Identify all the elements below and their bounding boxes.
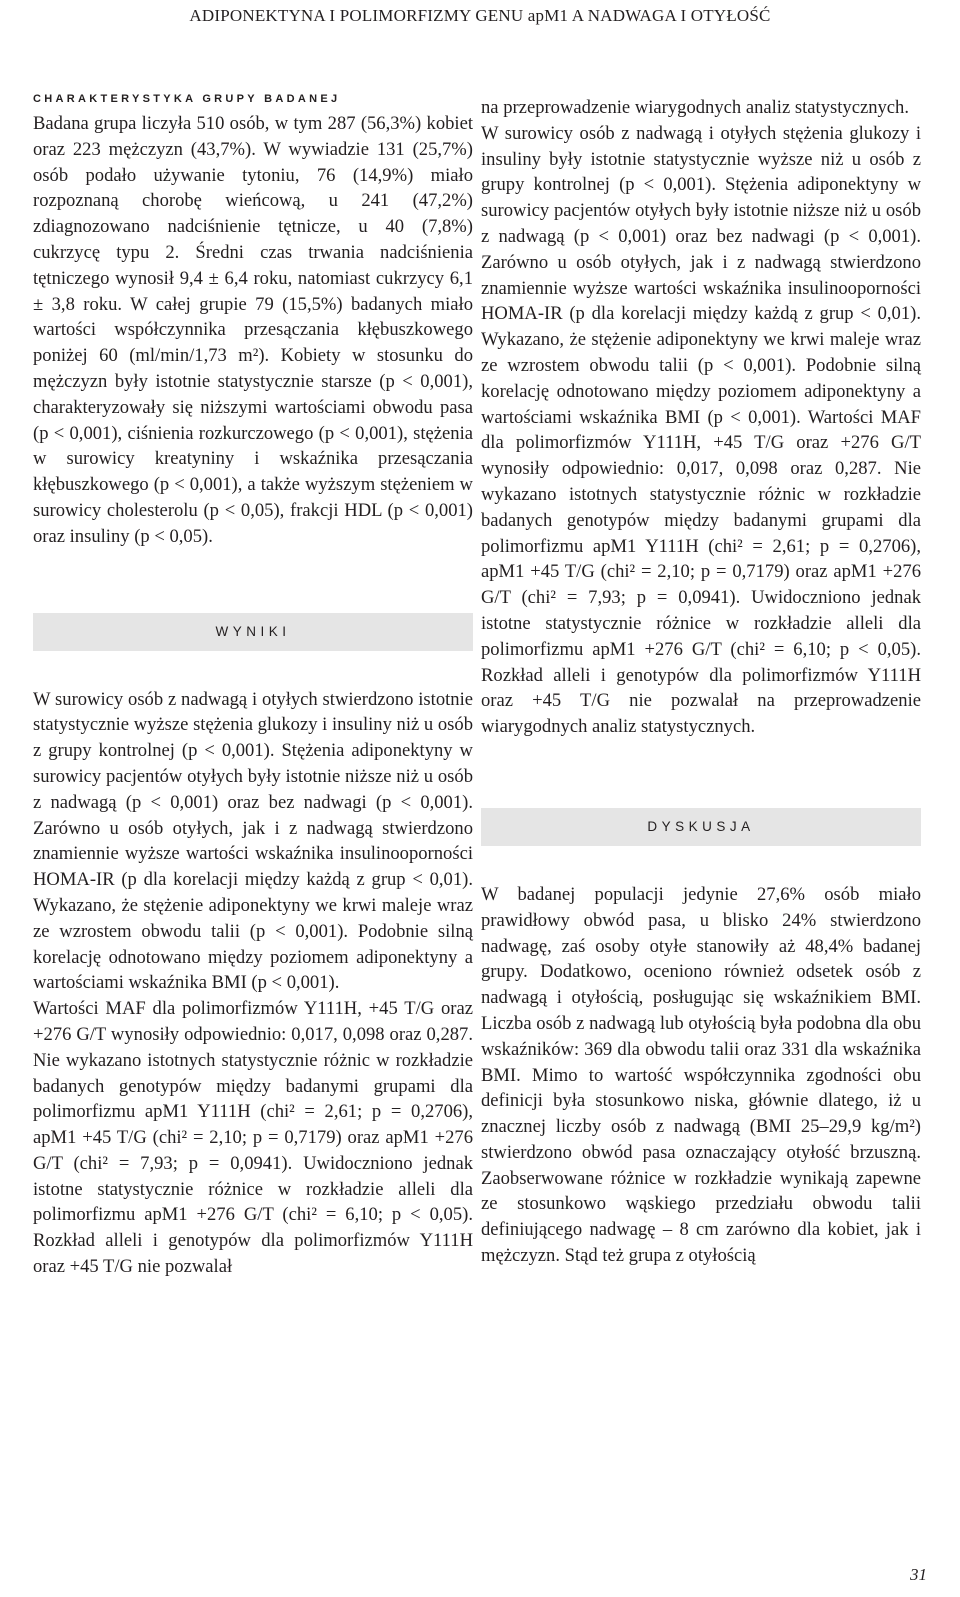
paragraph-results-2: Wartości MAF dla polimorfizmów Y111H, +45 T/G oraz +276 G/T wynosiły odpowiednio: 0,017, 0,098 oraz 0,287. Nie wykazano istotnych statystycznie różnic w rozkładzie badanych genotypów między badanymi grupami dla polimorfizmu apM1 Y111H (chi² = 2,61; p = 0,2706), apM1 +45 T/G (chi² = 2,10; p = 0,7179) oraz apM1 +276 G/T (chi² = 7,93; p = 0,0941). Uwidoczniono jednak istotne statystycznie różnice w rozkładzie alleli dla polimorfizmu apM1 +276 G/T (chi² = 6,10; p < 0,05). Rozkład alleli i genotypów dla polimorfizmów Y111H oraz +45 T/G nie pozwalał xyxy=(33,998,473,1278)
section-title-group: CHARAKTERYSTYKA GRUPY BADANEJ xyxy=(33,93,341,105)
paragraph-discussion: W badanej populacji jedynie 27,6% osób miało prawidłowy obwód pasa, u blisko 24% stwierdzono nadwagę, zaś osoby otyłe stanowiły aż 48,4% badanej grupy. Dodatkowo, oceniono również odsetek osób z nadwagą i otyłością, posługując się wskaźnikiem BMI. Liczba osób z nadwagą lub otyłością była podobna dla obu wskaźników: 369 dla obwodu talii oraz 331 dla wskaźnika BMI. Mimo to wartość współczynnika zgodności obu definicji była stosunkowo niska, głównie dlatego, iż u znacznej liczby osób z nadwagą (BMI 25–29,9 kg/m²) stwierdzono obwód pasa oznaczający otyłość brzuszną. Zaobserwowane różnice w rozkładzie wynikają zapewne ze stosunkowo wąskiego przedziału obwodu talii definiującego nadwagę – 8 cm zarówno dla kobiet, jak i mężczyzn. Stąd też grupa z otyłością xyxy=(481,883,921,1267)
page-number: 31 xyxy=(910,1565,927,1584)
paragraph-group: Badana grupa liczyła 510 osób, w tym 287 (56,3%) kobiet oraz 223 mężczyzn (43,7%). W wywiadzie 131 (25,7%) osób podało używanie tytoniu, 76 (14,9%) miało rozpoznaną chorobę wieńcową, u 241 (47,2%) zdiagnozowano nadciśnienie tętnicze, u 40 (7,8%) cukrzycę typu 2. Średni czas trwania nadciśnienia tętniczego wynosił 9,4 ± 6,4 roku, natomiast cukrzycy 6,1 ± 3,8 roku. W całej grupie 79 (15,5%) badanych miało wartości współczynnika przesączania kłębuszkowego poniżej 60 (ml/min/1,73 m²). Kobiety w stosunku do mężczyzn były istotnie statystycznie starsze (p < 0,001), charakteryzowały się niższymi wartościami obwodu pasa (p < 0,001), ciśnienia rozkurczowego (p < 0,001), stężenia w surowicy kreatyniny i wskaźnika przesączania kłębuszkowego (p < 0,001), a także wyższym stężeniem w surowicy cholesterolu (p < 0,05), frakcji HDL (p < 0,001) oraz insuliny (p < 0,05). xyxy=(33,113,473,547)
section-band-discussion xyxy=(481,808,921,846)
section-title-discussion: DYSKUSJA xyxy=(647,819,755,835)
running-head: ADIPONEKTYNA I POLIMORFIZMY GENU apM1 A NADWAGA I OTYŁOŚĆ xyxy=(189,6,771,25)
right-column xyxy=(481,95,921,1269)
left-column xyxy=(33,93,473,1280)
paragraph-right-a: na przeprowadzenie wiarygodnych analiz statystycznych. xyxy=(481,97,909,118)
section-title-results: WYNIKI xyxy=(215,624,291,640)
paragraph-results-1: W surowicy osób z nadwagą i otyłych stwierdzono istotnie statystycznie wyższe stężenia glukozy i insuliny niż u osób z grupy kontrolnej (p < 0,001). Stężenia adiponektyny w surowicy pacjentów otyłych były istotnie niższe niż u osób z nadwagą (p < 0,001) oraz bez nadwagi (p < 0,001). Zarówno u osób otyłych, jak i z nadwagą stwierdzono znamiennie wyższe wartości wskaźnika insulinooporności HOMA-IR (p dla korelacji między każdą z grup < 0,01). Wykazano, że stężenie adiponektyny we krwi maleje wraz ze wzrostem obwodu talii (p < 0,001). Podobnie silną korelację odnotowano między poziomem adiponektyny a wartościami wskaźnika BMI (p < 0,001). xyxy=(33,688,473,994)
paragraph-right-b: W surowicy osób z nadwagą i otyłych stężenia glukozy i insuliny były istotnie statystycznie wyższe niż u osób z grupy kontrolnej (p < 0,001). Stężenia adiponektyny w surowicy pacjentów otyłych były istotnie niższe niż u osób z nadwagą (p < 0,001) oraz bez nadwagi (p < 0,001). Zarówno u osób otyłych, jak i z nadwagą stwierdzono znamiennie wyższe wartości wskaźnika insulinooporności HOMA-IR (p dla korelacji między każdą z grup < 0,01). Wykazano, że stężenie adiponektyny we krwi maleje wraz ze wzrostem obwodu talii (p < 0,001). Podobnie silną korelację odnotowano między poziomem adiponektyny a wartościami wskaźnika BMI (p < 0,001). Wartości MAF dla polimorfizmów Y111H, +45 T/G oraz +276 G/T wynosiły odpowiednio: 0,017, 0,098 oraz 0,287. Nie wykazano istotnych statystycznie różnic w rozkładzie badanych genotypów między badanymi grupami dla polimorfizmu apM1 Y111H (chi² = 2,61; p = 0,2706), apM1 +45 T/G (chi² = 2,10; p = 0,7179) oraz apM1 +276 G/T (chi² = 7,93; p = 0,0941). Uwidoczniono jednak istotne statystycznie różnice w rozkładzie alleli dla polimorfizmu apM1 +276 G/T (chi² = 6,10; p < 0,05). Rozkład alleli i genotypów dla polimorfizmów Y111H oraz +45 T/G nie pozwalał na przeprowadzenie wiarygodnych analiz statystycznych. xyxy=(481,122,921,738)
section-band-results xyxy=(33,613,473,651)
